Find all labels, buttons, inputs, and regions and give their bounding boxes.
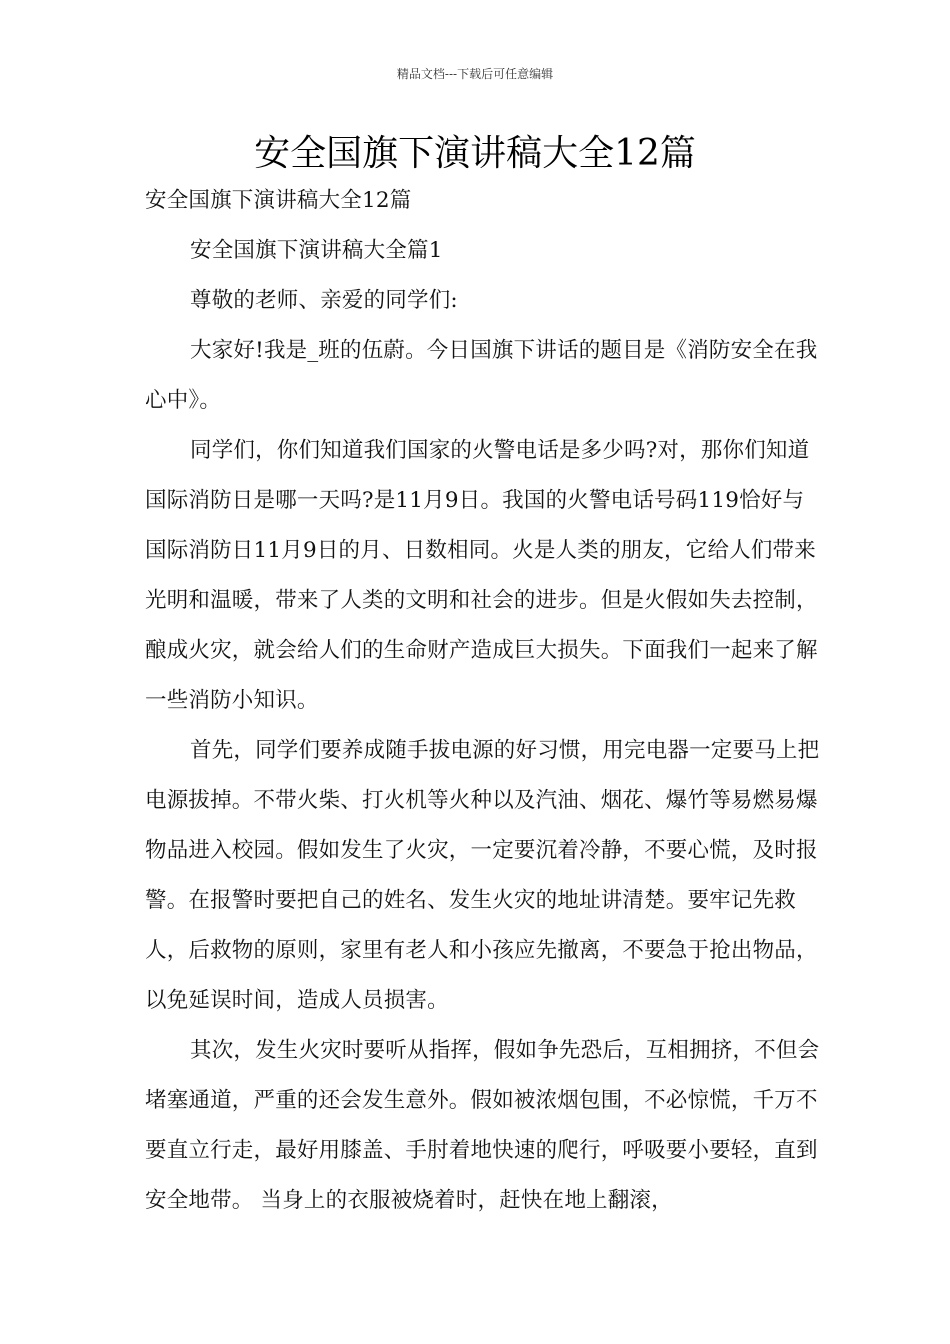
- document-body: [145, 176, 825, 1226]
- section-heading: 安全国旗下演讲稿大全篇1: [190, 238, 443, 263]
- document-subtitle: 安全国旗下演讲稿大全12篇: [145, 188, 412, 213]
- paragraph-second: 其次，发生火灾时要听从指挥，假如争先恐后，互相拥挤，不但会堵塞通道，严重的还会发生意外。假如被浓烟包围，不必惊慌，千万不要直立行走，最好用膝盖、手肘着地快速的爬行，呼吸要小要轻，直到安全地带。 当身上的衣服被烧着时，赶快在地上翻滚，: [145, 1038, 820, 1213]
- paragraph-fire-day: 同学们，你们知道我们国家的火警电话是多少吗?对，那你们知道国际消防日是哪一天吗?是11月9日。我国的火警电话号码119恰好与国际消防日11月9日的月、日数相同。火是人类的朋友，它给人们带来光明和温暖，带来了人类的文明和社会的进步。但是火假如失去控制，酿成火灾，就会给人们的生命财产造成巨大损失。下面我们一起来了解一些消防小知识。: [145, 438, 818, 713]
- paragraph-intro: 大家好!我是_班的伍蔚。今日国旗下讲话的题目是《消防安全在我心中》。: [145, 338, 818, 413]
- paragraph-first: 首先，同学们要养成随手拔电源的好习惯，用完电器一定要马上把电源拔掉。不带火柴、打火机等火种以及汽油、烟花、爆竹等易燃易爆物品进入校园。假如发生了火灾，一定要沉着冷静，不要心慌，及时报警。在报警时要把自己的姓名、发生火灾的地址讲清楚。要牢记先救人，后救物的原则，家里有老人和小孩应先撤离，不要急于抢出物品，以免延误时间，造成人员损害。: [145, 738, 820, 1013]
- page-header: 精品文档---下载后可任意编辑: [396, 67, 554, 81]
- document-title: 安全国旗下演讲稿大全12篇: [254, 133, 696, 174]
- paragraph-greeting: 尊敬的老师、亲爱的同学们:: [190, 288, 458, 313]
